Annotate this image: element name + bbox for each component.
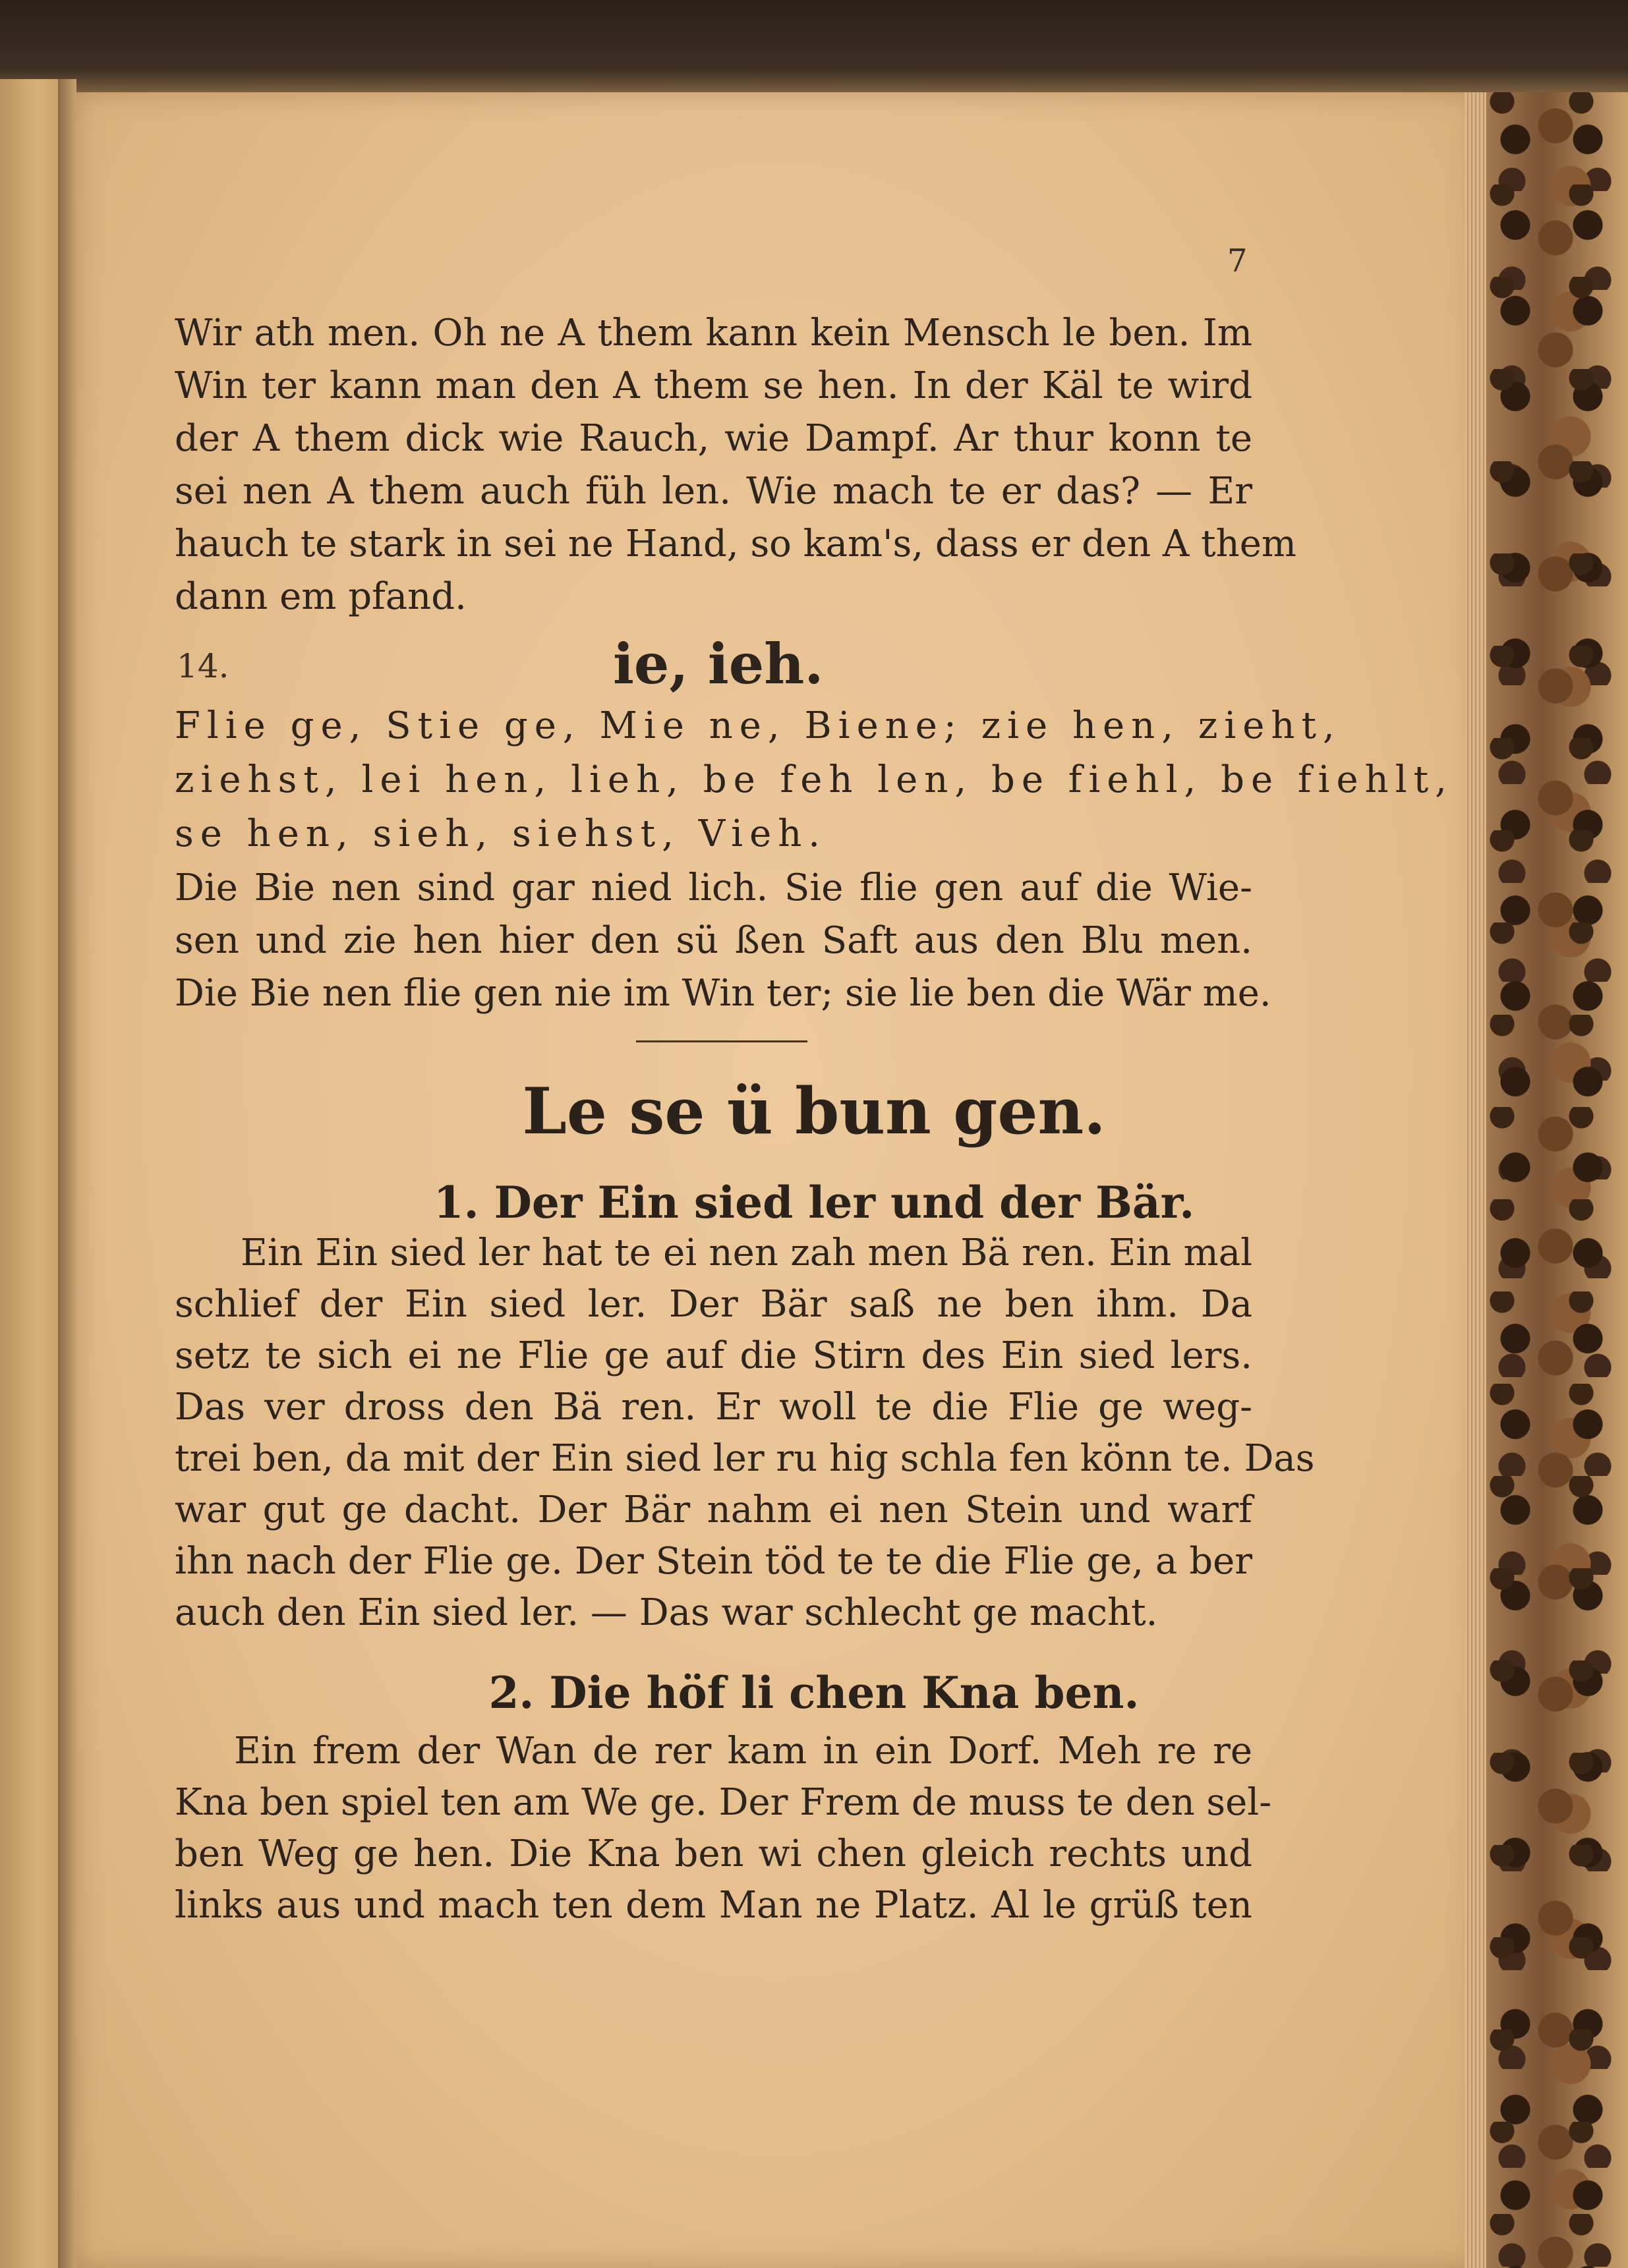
story2-title: 2. Die höf li chen Kna ben. [488,1667,1140,1718]
divider-rule [636,1040,807,1042]
text-line: der A them dick wie Rauch, wie Dampf. Ar thur konn te [175,417,1252,460]
text-line: Ein frem der Wan de rer kam in ein Dorf. Meh re re [234,1730,1252,1772]
text-line: sei nen A them auch füh len. Wie mach te er das? — Er [175,470,1252,513]
text-line: trei ben, da mit der Ein sied ler ru hig schla fen könn te. Das [175,1437,1315,1480]
text-line: Die Bie nen sind gar nied lich. Sie flie gen auf die Wie- [175,866,1252,909]
section-number: 14. [177,647,229,685]
text-line: ziehst, lei hen, lieh, be feh len, be fiehl, be fiehlt, [175,758,1453,801]
text-line: setz te sich ei ne Flie ge auf die Stirn des Ein sied lers. [175,1334,1252,1377]
text-line: sen und zie hen hier den sü ßen Saft aus den Blu men. [175,919,1252,962]
text-line: Win ter kann man den A them se hen. In der Käl te wird [175,364,1252,407]
text-line: auch den Ein sied ler. — Das war schlecht ge macht. [175,1591,1158,1634]
scan-top-background [0,0,1628,99]
text-line: dann em pfand. [175,575,467,618]
text-line: Kna ben spiel ten am We ge. Der Frem de muss te den sel- [175,1781,1272,1824]
text-line: ihn nach der Flie ge. Der Stein töd te te die Flie ge, a ber [175,1540,1252,1583]
text-line: ben Weg ge hen. Die Kna ben wi chen gleich rechts und [175,1832,1252,1875]
story1-title: 1. Der Ein sied ler und der Bär. [433,1177,1195,1228]
page-number: 7 [1227,242,1248,279]
text-line: links aus und mach ten dem Man ne Platz. Al le grüß ten [175,1884,1252,1927]
text-line: hauch te stark in sei ne Hand, so kam's, dass er den A them [175,523,1296,565]
text-line: Wir ath men. Oh ne A them kann kein Mensch le ben. Im [175,312,1252,354]
text-line: war gut ge dacht. Der Bär nahm ei nen Stein und warf [175,1488,1252,1531]
text-line: Das ver dross den Bä ren. Er woll te die Flie ge weg- [175,1386,1252,1429]
text-line: se hen, sieh, siehst, Vieh. [175,812,827,855]
left-page-edge [0,79,63,2268]
text-line: Flie ge, Stie ge, Mie ne, Biene; zie hen, zieht, [175,704,1341,747]
text-line: Die Bie nen flie gen nie im Win ter; sie lie ben die Wär me. [175,972,1271,1015]
reading-exercises-heading: Le se ü bun gen. [522,1074,1106,1148]
text-line: Ein Ein sied ler hat te ei nen zah men Bä ren. Ein mal [241,1232,1252,1274]
text-line: schlief der Ein sied ler. Der Bär saß ne ben ihm. Da [175,1283,1252,1326]
book-gutter [58,79,76,2268]
section-heading: ie, ieh. [613,631,824,696]
